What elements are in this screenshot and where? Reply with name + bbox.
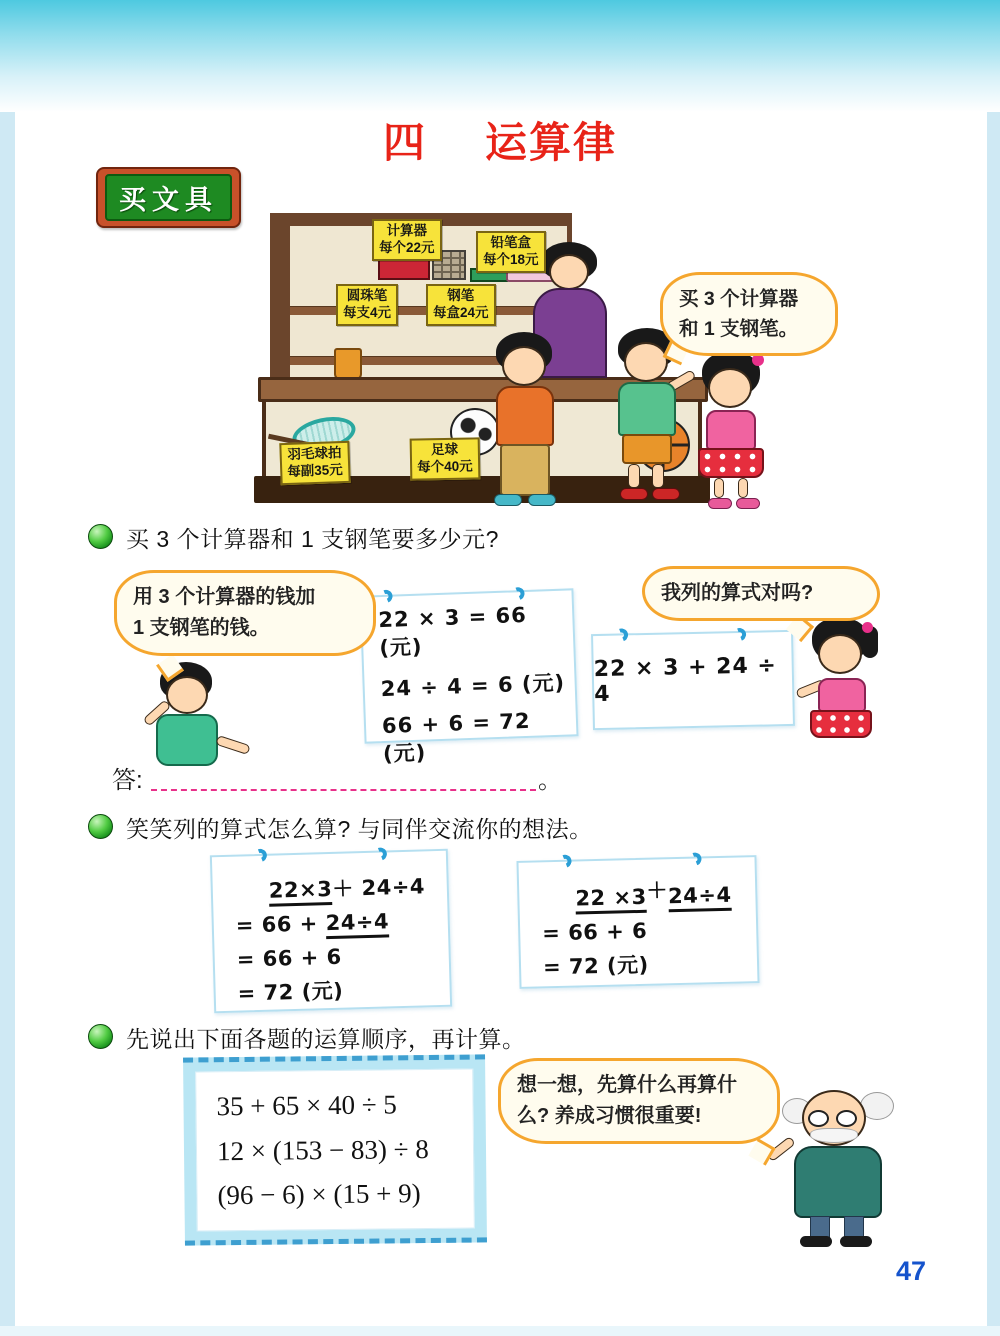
worked-line: = 72 (元) (542, 952, 649, 980)
answer-row (112, 760, 562, 795)
customer-speech-bubble (660, 272, 838, 356)
page-title (0, 110, 1000, 170)
tag-item-price: 每个40元 (417, 458, 473, 475)
leg (652, 464, 664, 488)
top (818, 678, 866, 712)
green-dot-bullet-icon (88, 814, 113, 839)
worked-line: = 66 + 6 (541, 918, 648, 946)
question-text: 先说出下面各题的运算顺序，再计算。 (126, 1026, 526, 1052)
right-margin-strip (987, 0, 1000, 1336)
shoe (800, 1236, 832, 1247)
unit-name: 运算律 (485, 119, 618, 166)
pin-icon (372, 846, 389, 863)
tag-item-price: 每个18元 (483, 251, 539, 267)
underlined-term: 22 ×3 (575, 885, 647, 915)
tag-item-price: 每支4元 (343, 304, 392, 320)
face (502, 346, 546, 386)
leg (628, 464, 640, 488)
bubble-line: 用 3 个计算器的钱加 (133, 586, 316, 608)
pin-icon (377, 588, 394, 605)
girl-speech-bubble (642, 566, 880, 621)
tag-item-name: 羽毛球拍 (287, 445, 342, 462)
price-tag-calculator (372, 219, 442, 261)
bubble-line: 我列的算式对吗? (661, 582, 814, 604)
tag-item-name: 足球 (430, 441, 459, 458)
underlined-term: 22×3 (269, 877, 333, 907)
exercise-paper (195, 1069, 475, 1232)
bubble-line: 买 3 个计算器 (679, 288, 799, 310)
pin-icon (686, 851, 703, 868)
unit-number: 四 (382, 119, 427, 166)
underlined-term: 24÷4 (668, 883, 732, 913)
calculation-steps-note (359, 588, 578, 767)
shoe (708, 498, 732, 509)
underlined-term: 24÷4 (325, 909, 389, 939)
girl-xiaoxiao-character (800, 618, 892, 746)
tag-item-price: 每副35元 (287, 461, 344, 479)
trouser-leg (810, 1216, 830, 1238)
step-line: 22 × 3 = 66 (元) (377, 602, 528, 661)
shorts (622, 434, 672, 464)
left-margin-strip (0, 0, 15, 1336)
boy-orange-character (488, 332, 568, 508)
exercise-expression: 12 × (153 − 83) ÷ 8 (216, 1133, 429, 1166)
question-1 (88, 521, 908, 554)
price-tag-racket (279, 441, 350, 485)
pin-icon (509, 585, 526, 602)
shirt (496, 386, 554, 446)
tag-item-name: 圆珠笔 (346, 288, 388, 303)
answer-period: 。 (538, 767, 562, 794)
pin-icon (252, 847, 269, 864)
top-gradient-band (0, 0, 1000, 112)
face (549, 254, 589, 290)
worked-note-right (516, 855, 759, 989)
arm (215, 735, 250, 755)
bubble-line: 想一想，先算什么再算什 (517, 1074, 737, 1096)
pin-icon (731, 626, 748, 643)
leg (738, 478, 748, 498)
step-line: 66 + 6 = 72 (元) (381, 708, 531, 767)
wiseman-character (766, 1088, 936, 1248)
question-3 (88, 1021, 948, 1054)
bubble-line: 和 1 支钢笔。 (679, 318, 799, 341)
shirt (618, 382, 676, 436)
worked-line: = 72 (元) (237, 978, 344, 1006)
tag-item-name: 铅笔盒 (490, 235, 532, 250)
exercise-card (183, 1054, 487, 1245)
face (624, 342, 668, 382)
tag-item-price: 每个22元 (379, 239, 435, 255)
coat (794, 1146, 882, 1218)
expression-text: 22 × 3 + 24 ÷ 4 (593, 653, 778, 708)
question-2 (88, 811, 948, 844)
step-line: 24 ÷ 4 = 6 (元) (380, 670, 566, 702)
exercise-expression: (96 − 6) × (15 + 9) (217, 1178, 421, 1211)
question-text: 买 3 个计算器和 1 支钢笔要多少元? (126, 526, 499, 552)
green-dot-bullet-icon (88, 524, 113, 549)
pen-cup-item (334, 348, 362, 380)
answer-blank-line[interactable] (151, 763, 536, 791)
shoe (840, 1236, 872, 1247)
girl-pink-character (692, 352, 776, 514)
tag-item-price: 每盒24元 (433, 304, 489, 320)
tag-item-name: 钢笔 (447, 288, 475, 303)
shoe (494, 494, 522, 506)
hair-tie (862, 622, 873, 633)
worked-line: = 66 + 6 (236, 944, 343, 972)
glasses-lens (836, 1110, 857, 1127)
red-box-item (378, 258, 430, 280)
bubble-line: 1 支钢笔的钱。 (133, 617, 270, 639)
answer-label: 答: (112, 767, 143, 794)
shoe (528, 494, 556, 506)
pants (500, 444, 550, 496)
face (708, 368, 752, 408)
wiseman-speech-bubble (498, 1058, 780, 1144)
pin-icon (556, 853, 573, 870)
price-tag-ballpen (336, 284, 398, 326)
term: ＋ (646, 878, 669, 903)
glasses-lens (808, 1110, 829, 1127)
price-tag-football (410, 437, 480, 480)
top (706, 410, 756, 450)
worked-line (541, 877, 756, 916)
question-text: 笑笑列的算式怎么算? 与同伴交流你的想法。 (126, 816, 593, 842)
leg (714, 478, 724, 498)
shoe (736, 498, 760, 509)
tag-item-name: 计算器 (386, 223, 428, 238)
polka-skirt (810, 710, 872, 738)
shoe (652, 488, 680, 500)
price-tag-pen (426, 284, 496, 326)
section-badge (96, 167, 241, 228)
term: ＋ 24÷4 (331, 874, 426, 901)
term: = 66 + (235, 911, 326, 938)
worked-note-left (210, 849, 452, 1014)
section-badge-label: 买文具 (105, 174, 232, 221)
green-dot-bullet-icon (88, 1024, 113, 1049)
bottom-margin-strip (0, 1326, 1000, 1336)
worked-line (234, 869, 447, 909)
trouser-leg (844, 1216, 864, 1238)
pin-icon (613, 626, 630, 643)
shoe (620, 488, 648, 500)
face (818, 634, 862, 674)
boy-speech-bubble (114, 570, 376, 656)
price-tag-pencilbox (476, 231, 546, 273)
polka-skirt (698, 448, 764, 478)
expression-note (591, 630, 795, 730)
mustache (810, 1128, 858, 1143)
shirt (156, 714, 218, 766)
page-number: 47 (896, 1256, 927, 1286)
face (166, 676, 208, 714)
small-boy-character (140, 662, 256, 770)
bubble-line: 么? 养成习惯很重要! (517, 1105, 702, 1127)
exercise-expression: 35 + 65 × 40 ÷ 5 (216, 1089, 397, 1122)
